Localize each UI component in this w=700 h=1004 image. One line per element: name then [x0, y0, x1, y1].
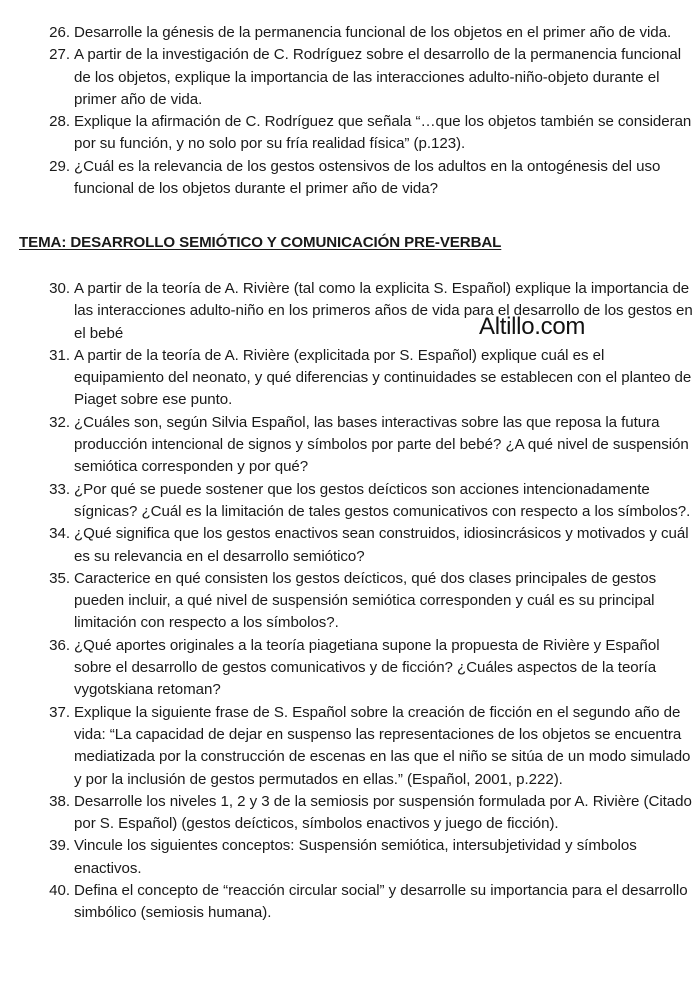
question-text: Caracterice en qué consisten los gestos deícticos, qué dos clases principales de gestos pueden incluir, a qué nivel de suspensión semiótica corresponden y cuál es su principal limitación con respecto a los símbolos?.	[74, 569, 657, 632]
question-item	[0, 156, 700, 201]
question-number: 37.	[49, 703, 70, 721]
question-item	[0, 523, 700, 568]
question-list-part1	[0, 22, 700, 200]
question-number: 35.	[49, 569, 70, 587]
question-number: 32.	[49, 413, 70, 431]
question-item	[0, 880, 700, 925]
watermark-text: Altillo.com	[479, 313, 586, 340]
question-number: 31.	[49, 346, 70, 364]
question-text: Desarrolle los niveles 1, 2 y 3 de la semiosis por suspensión formulada por A. Rivière (Citado por S. Español) (gestos deícticos, símbolos enactivos y juego de ficción).	[74, 792, 692, 833]
question-text: A partir de la teoría de A. Rivière (explicitada por S. Español) explique cuál es el equipamiento del neonato, y qué diferencias y continuidades se establecen con el planteo de Piaget sobre ese punto.	[74, 346, 692, 409]
question-number: 28.	[49, 113, 70, 131]
question-number: 36.	[49, 636, 70, 654]
question-text: ¿Qué aportes originales a la teoría piagetiana supone la propuesta de Rivière y Español sobre el desarrollo de gestos comunicativos y de ficción? ¿Cuáles aspectos de la teoría vygotskiana retoman?	[74, 636, 660, 699]
question-text: A partir de la teoría de A. Rivière (tal como la explicita S. Español) explique la importancia de las interacciones adulto-niño en los primeros años de vida para el desarrollo de los gestos en el bebé	[74, 280, 693, 342]
question-number: 33.	[49, 480, 70, 498]
question-item	[0, 345, 700, 412]
question-item	[0, 22, 700, 44]
question-item	[0, 412, 700, 479]
question-text: Desarrolle la génesis de la permanencia funcional de los objetos en el primer año de vida.	[74, 24, 672, 41]
question-number: 30.	[49, 280, 70, 297]
question-item	[0, 111, 700, 156]
question-number: 27.	[49, 46, 70, 64]
question-text: ¿Por qué se puede sostener que los gestos deícticos son acciones intencionadamente sígnicas? ¿Cuál es la limitación de tales gestos comunicativos con respecto a los símbolos?.	[74, 480, 691, 520]
question-item	[0, 702, 700, 791]
question-number: 34.	[49, 525, 70, 543]
question-text: A partir de la investigación de C. Rodríguez sobre el desarrollo de la permanencia funcional de los objetos, explique la importancia de las interacciones adulto-niño-objeto durante el primer año de vida.	[74, 46, 682, 108]
question-number: 38.	[49, 792, 70, 810]
question-number: 40.	[49, 882, 70, 900]
question-text: ¿Cuál es la relevancia de los gestos ostensivos de los adultos en la ontogénesis del uso funcional de los objetos durante el primer año de vida?	[74, 157, 661, 198]
question-text: Defina el concepto de “reacción circular social” y desarrolle su importancia para el desarrollo simbólico (semiosis humana).	[74, 882, 688, 922]
question-number: 29.	[49, 157, 70, 175]
question-number: 39.	[49, 837, 70, 855]
question-item	[0, 791, 700, 836]
question-item	[0, 635, 700, 702]
question-text: Explique la siguiente frase de S. Español sobre la creación de ficción en el segundo año de vida: “La capacidad de dejar en suspenso las representaciones de los objetos se encuentra mediatizada por la construcción de escenas en las que el niño se sitúa de un modo simulado y por la inclusión de gestos permutados en ellas.” (Español, 2001, p.222).	[74, 703, 691, 788]
question-item	[0, 44, 700, 111]
question-number: 26.	[49, 24, 70, 41]
question-item	[0, 568, 700, 635]
question-text: Explique la afirmación de C. Rodríguez que señala “…que los objetos también se consideran por su función, y no solo por su fría realidad física” (p.123).	[74, 113, 692, 153]
section-heading: TEMA: DESARROLLO SEMIÓTICO Y COMUNICACIÓN PRE-VERBAL	[19, 234, 502, 251]
question-item	[0, 835, 700, 880]
question-item	[0, 479, 700, 524]
question-list-part2	[0, 278, 700, 925]
question-text: Vincule los siguientes conceptos: Suspensión semiótica, intersubjetividad y símbolos enactivos.	[74, 837, 637, 877]
question-text: ¿Qué significa que los gestos enactivos sean construidos, idiosincrásicos y motivados y cuál es su relevancia en el desarrollo semiótico?	[74, 525, 689, 565]
question-item	[0, 278, 700, 345]
question-text: ¿Cuáles son, según Silvia Español, las bases interactivas sobre las que reposa la futura producción intencional de signos y símbolos por parte del bebé? ¿A qué nivel de suspensión semiótica corresponden y por qué?	[74, 413, 689, 476]
